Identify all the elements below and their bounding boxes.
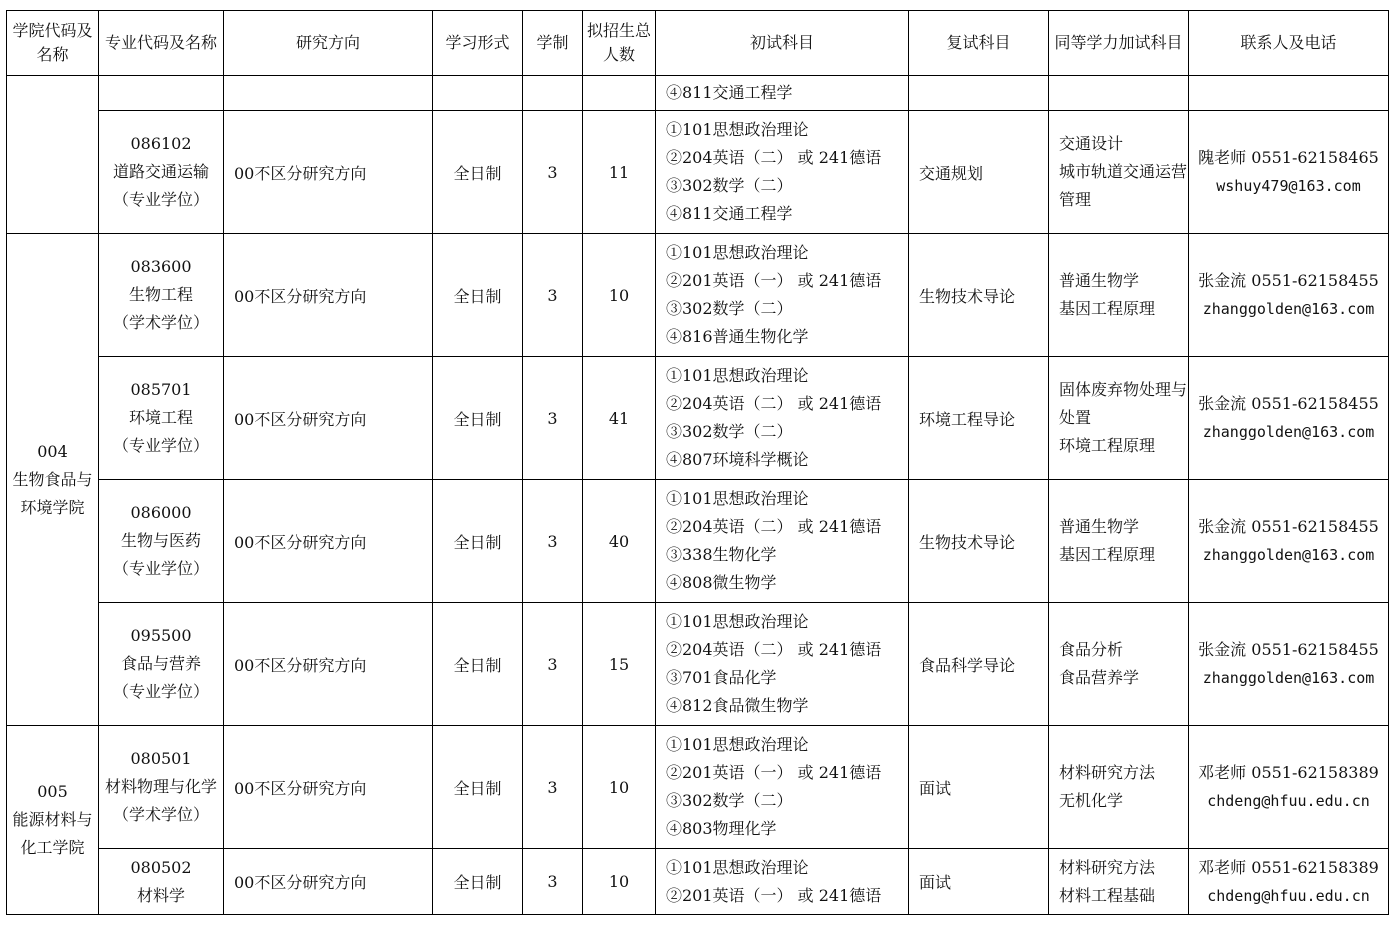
exam-subject: ④811交通工程学 <box>666 83 793 102</box>
direction-cell <box>224 76 433 111</box>
contact-cell <box>1189 849 1389 915</box>
retest-cell: 生物技术导论 <box>909 480 1049 603</box>
college-cell <box>7 234 99 726</box>
contact-name-phone: 张金流 0551-62158455 <box>1198 394 1379 413</box>
quota-cell: 15 <box>583 603 656 726</box>
contact-name-phone: 隗老师 0551-62158465 <box>1198 148 1379 167</box>
direction-cell: 00不区分研究方向 <box>224 726 433 849</box>
major-cell <box>99 849 224 915</box>
exam-subject: ①101思想政治理论 <box>666 243 809 262</box>
header-retest: 复试科目 <box>909 11 1049 76</box>
table-row <box>7 726 1389 849</box>
major-code: 080501 <box>130 749 192 768</box>
major-name: 材料物理与化学 <box>104 777 217 796</box>
extra-cell <box>1049 849 1189 915</box>
exam-subject: ④808微生物学 <box>666 573 777 592</box>
major-name: 生物与医药 <box>120 531 201 550</box>
contact-name-phone: 张金流 0551-62158455 <box>1198 517 1379 536</box>
quota-cell: 10 <box>583 726 656 849</box>
exam-subject: ②204英语（二） 或 241德语 <box>666 640 882 659</box>
contact-cell <box>1189 357 1389 480</box>
exam-subject: ③338生物化学 <box>666 545 777 564</box>
years-cell: 3 <box>523 111 583 234</box>
major-name: 环境工程 <box>128 408 193 427</box>
extra-cell <box>1049 234 1189 357</box>
header-extra: 同等学力加试科目 <box>1049 11 1189 76</box>
exam-cell <box>656 480 909 603</box>
direction-cell: 00不区分研究方向 <box>224 849 433 915</box>
quota-cell: 10 <box>583 234 656 357</box>
major-code: 083600 <box>130 257 192 276</box>
contact-email: chdeng@hfuu.edu.cn <box>1207 886 1370 905</box>
table-row <box>7 480 1389 603</box>
exam-subject: ①101思想政治理论 <box>666 120 809 139</box>
contact-email: zhanggolden@163.com <box>1202 423 1375 441</box>
retest-cell: 面试 <box>909 726 1049 849</box>
direction-cell: 00不区分研究方向 <box>224 111 433 234</box>
college-code: 005 <box>37 782 68 801</box>
exam-cell <box>656 234 909 357</box>
major-type: （学术学位） <box>112 805 209 824</box>
admissions-table <box>6 10 1389 915</box>
years-cell: 3 <box>523 357 583 480</box>
major-code: 086102 <box>130 134 192 153</box>
major-cell <box>99 111 224 234</box>
major-cell <box>99 603 224 726</box>
extra-subject: 固体废弃物处理与处置 <box>1059 380 1188 427</box>
retest-cell: 面试 <box>909 849 1049 915</box>
exam-subject: ②201英语（一） 或 241德语 <box>666 763 882 782</box>
extra-subject: 交通设计 <box>1059 134 1124 153</box>
years-cell: 3 <box>523 726 583 849</box>
extra-subject: 材料研究方法 <box>1059 857 1156 877</box>
exam-subject: ④807环境科学概论 <box>666 450 809 469</box>
college-cell <box>7 726 99 915</box>
table-row <box>7 603 1389 726</box>
college-name: 生物食品与环境学院 <box>12 469 93 517</box>
header-quota: 拟招生总人数 <box>583 11 656 76</box>
major-code: 095500 <box>130 626 192 645</box>
extra-subject: 基因工程原理 <box>1059 299 1156 318</box>
direction-cell: 00不区分研究方向 <box>224 480 433 603</box>
retest-cell: 交通规划 <box>909 111 1049 234</box>
mode-cell: 全日制 <box>433 357 523 480</box>
exam-subject: ④812食品微生物学 <box>666 696 809 715</box>
college-code: 004 <box>37 441 68 461</box>
exam-subject: ④803物理化学 <box>666 819 777 838</box>
extra-subject: 环境工程原理 <box>1059 436 1156 455</box>
exam-subject: ①101思想政治理论 <box>666 612 809 631</box>
mode-cell: 全日制 <box>433 603 523 726</box>
major-type: （专业学位） <box>112 682 209 701</box>
header-row <box>7 11 1389 76</box>
quota-cell <box>583 76 656 111</box>
major-cell <box>99 234 224 357</box>
exam-subject: ②204英语（二） 或 241德语 <box>666 394 882 413</box>
direction-cell: 00不区分研究方向 <box>224 603 433 726</box>
extra-cell <box>1049 111 1189 234</box>
mode-cell <box>433 76 523 111</box>
major-type: （专业学位） <box>112 436 209 455</box>
header-exam: 初试科目 <box>656 11 909 76</box>
retest-cell <box>909 76 1049 111</box>
quota-cell: 10 <box>583 849 656 915</box>
quota-cell: 40 <box>583 480 656 603</box>
table-row <box>7 111 1389 234</box>
direction-cell: 00不区分研究方向 <box>224 357 433 480</box>
table-row <box>7 76 1389 111</box>
contact-cell <box>1189 111 1389 234</box>
exam-cell <box>656 849 909 915</box>
contact-cell <box>1189 603 1389 726</box>
exam-cell <box>656 357 909 480</box>
exam-subject: ④811交通工程学 <box>666 204 793 223</box>
extra-subject: 城市轨道交通运营管理 <box>1059 162 1188 209</box>
exam-subject: ①101思想政治理论 <box>666 366 809 385</box>
major-name: 食品与营养 <box>120 654 201 673</box>
contact-name-phone: 邓老师 0551-62158389 <box>1198 857 1379 877</box>
extra-subject: 无机化学 <box>1059 791 1124 810</box>
major-name: 生物工程 <box>128 285 193 304</box>
mode-cell: 全日制 <box>433 234 523 357</box>
retest-cell: 生物技术导论 <box>909 234 1049 357</box>
direction-cell: 00不区分研究方向 <box>224 234 433 357</box>
extra-cell <box>1049 76 1189 111</box>
extra-subject: 基因工程原理 <box>1059 545 1156 564</box>
exam-cell <box>656 603 909 726</box>
years-cell: 3 <box>523 480 583 603</box>
major-code: 086000 <box>130 503 192 522</box>
contact-cell <box>1189 234 1389 357</box>
major-code: 085701 <box>130 380 192 399</box>
exam-subject: ③302数学（二） <box>666 176 793 195</box>
extra-cell <box>1049 603 1189 726</box>
extra-subject: 食品分析 <box>1059 640 1124 659</box>
table-row <box>7 234 1389 357</box>
exam-subject: ①101思想政治理论 <box>666 857 809 877</box>
extra-subject: 普通生物学 <box>1059 517 1140 536</box>
header-mode: 学习形式 <box>433 11 523 76</box>
header-direction: 研究方向 <box>224 11 433 76</box>
mode-cell: 全日制 <box>433 111 523 234</box>
contact-cell <box>1189 726 1389 849</box>
exam-subject: ①101思想政治理论 <box>666 489 809 508</box>
exam-subject: ②201英语（一） 或 241德语 <box>666 271 882 290</box>
major-cell <box>99 726 224 849</box>
exam-subject: ③302数学（二） <box>666 422 793 441</box>
major-cell <box>99 357 224 480</box>
exam-subject: ③302数学（二） <box>666 791 793 810</box>
contact-email: zhanggolden@163.com <box>1202 669 1375 687</box>
exam-subject: ③302数学（二） <box>666 299 793 318</box>
major-type: （专业学位） <box>112 190 209 209</box>
extra-subject: 材料工程基础 <box>1059 885 1156 905</box>
contact-name-phone: 邓老师 0551-62158389 <box>1198 763 1379 782</box>
major-code: 080502 <box>130 857 192 877</box>
exam-cell <box>656 111 909 234</box>
contact-email: wshuy479@163.com <box>1216 177 1361 195</box>
major-cell <box>99 76 224 111</box>
years-cell <box>523 76 583 111</box>
years-cell: 3 <box>523 603 583 726</box>
major-type: （学术学位） <box>112 313 209 332</box>
contact-cell <box>1189 76 1389 111</box>
quota-cell: 41 <box>583 357 656 480</box>
mode-cell: 全日制 <box>433 849 523 915</box>
years-cell: 3 <box>523 234 583 357</box>
table-row <box>7 849 1389 915</box>
extra-subject: 食品营养学 <box>1059 668 1140 687</box>
extra-subject: 材料研究方法 <box>1059 763 1156 782</box>
contact-email: zhanggolden@163.com <box>1202 546 1375 564</box>
exam-subject: ②204英语（二） 或 241德语 <box>666 517 882 536</box>
table-row <box>7 357 1389 480</box>
exam-subject: ②204英语（二） 或 241德语 <box>666 148 882 167</box>
mode-cell: 全日制 <box>433 726 523 849</box>
extra-cell <box>1049 726 1189 849</box>
contact-cell <box>1189 480 1389 603</box>
major-name: 材料学 <box>136 885 185 905</box>
exam-subject: ②201英语（一） 或 241德语 <box>666 885 882 905</box>
exam-cell <box>656 726 909 849</box>
retest-cell: 食品科学导论 <box>909 603 1049 726</box>
header-college: 学院代码及名称 <box>7 11 99 76</box>
extra-cell <box>1049 480 1189 603</box>
major-name: 道路交通运输 <box>112 162 209 181</box>
header-years: 学制 <box>523 11 583 76</box>
major-cell <box>99 480 224 603</box>
major-type: （专业学位） <box>112 559 209 578</box>
header-contact: 联系人及电话 <box>1189 11 1389 76</box>
contact-email: zhanggolden@163.com <box>1202 300 1375 318</box>
college-cell-continued <box>7 76 99 234</box>
mode-cell: 全日制 <box>433 480 523 603</box>
extra-cell <box>1049 357 1189 480</box>
quota-cell: 11 <box>583 111 656 234</box>
exam-subject: ④816普通生物化学 <box>666 327 809 346</box>
college-name: 能源材料与化工学院 <box>12 810 93 857</box>
exam-cell <box>656 76 909 111</box>
retest-cell: 环境工程导论 <box>909 357 1049 480</box>
exam-subject: ③701食品化学 <box>666 668 777 687</box>
extra-subject: 普通生物学 <box>1059 271 1140 290</box>
exam-subject: ①101思想政治理论 <box>666 735 809 754</box>
contact-name-phone: 张金流 0551-62158455 <box>1198 640 1379 659</box>
years-cell: 3 <box>523 849 583 915</box>
header-major: 专业代码及名称 <box>99 11 224 76</box>
contact-name-phone: 张金流 0551-62158455 <box>1198 271 1379 290</box>
contact-email: chdeng@hfuu.edu.cn <box>1207 792 1370 810</box>
